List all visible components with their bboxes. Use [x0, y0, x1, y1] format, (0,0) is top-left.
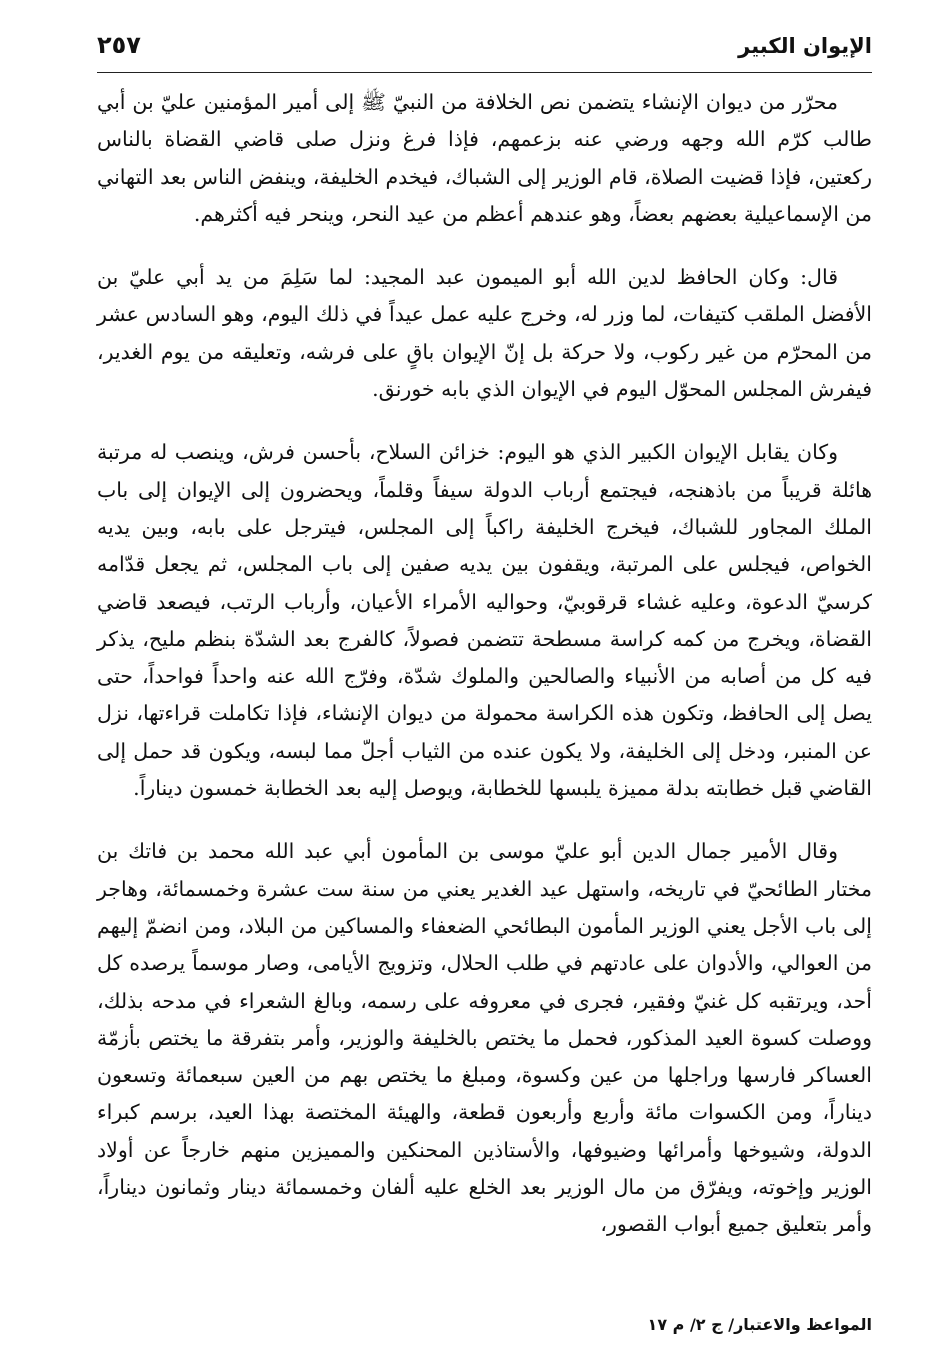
header-rule	[97, 72, 872, 73]
signature-footer: المواعظ والاعتبار/ ج ٢/ م ١٧	[647, 1315, 872, 1334]
paragraph: محرّر من ديوان الإنشاء يتضمن نص الخلافة من النبيّ ﷺ إلى أمير المؤمنين عليّ بن أبي طالب كرّم الله وجهه ورضي عنه بزعمهم، فإذا فرغ ونزل صلى قاضي القضاة بالناس ركعتين، فإذا قضيت الصلاة، قام الوزير إلى الشباك، فيخدم الخليفة، وينفض الناس بعد التهاني من الإسماعيلية بعضهم بعضاً، وهو عندهم أعظم من عيد النحر، وينحر فيه أكثرهم.	[97, 90, 872, 226]
paragraph: قال: وكان الحافظ لدين الله أبو الميمون عبد المجيد: لما سَلِمَ من يد أبي عليّ بن الأفضل الملقب كتيفات، لما وزر له، وخرج عليه عمل عيداً في ذلك اليوم، وهو السادس عشر من المحرّم من غير ركوب، ولا حركة بل إنّ الإيوان باقٍ على فرشه، وتعليقه من يوم الغدير، فيفرش المجلس المحوّل اليوم في الإيوان الذي بابه خورنق.	[97, 265, 872, 402]
paragraph: وكان يقابل الإيوان الكبير الذي هو اليوم: خزائن السلاح، بأحسن فرش، وينصب له مرتبة هائلة قريباً من باذهنجه، فيجتمع أرباب الدولة سيفاً وقلماً، ويحضرون إلى الإيوان إلى باب الملك المجاور للشباك، فيخرج الخليفة راكباً إلى المجلس، فيترجل على بابه، وبين يديه الخواص، فيجلس على المرتبة، ويقفون بين يديه صفين إلى باب المجلس، ثم يجعل قدّامه كرسيّ الدعوة، وعليه غشاء قرقوبيّ، وحواليه الأمراء الأعيان، وأرباب الرتب، فيصعد قاضي القضاة، ويخرج من كمه كراسة مسطحة تتضمن فصولاً، كالفرج بعد الشدّة بنظم مليح، يذكر فيه كل من أصابه من الأنبياء والصالحين والملوك شدّة، وفرّج الله عنه واحداً فواحداً، حتى يصل إلى الحافظ، وتكون هذه الكراسة محمولة من ديوان الإنشاء، فإذا تكاملت قراءتها، نزل عن المنبر، ودخل إلى الخليفة، ولا يكون عنده من الثياب أجلّ مما لبسه، ويكون قد حمل إلى القاضي قبل خطابته بدلة مميزة يلبسها للخطابة، ويوصل إليه بعد الخطابة خمسون ديناراً.	[97, 440, 872, 801]
page-number: ٢٥٧	[97, 31, 141, 59]
running-title: الإيوان الكبير	[738, 34, 872, 58]
page-header	[97, 20, 872, 70]
paragraph: وقال الأمير جمال الدين أبو عليّ موسى بن المأمون أبي عبد الله محمد بن فاتك بن مختار الطائحيّ في تاريخه، واستهل عيد الغدير يعني من سنة ست عشرة وخمسمائة، وهاجر إلى باب الأجل يعني الوزير المأمون البطائحي الضعفاء والمساكين من البلاد، ومن انضمّ إليهم من العوالي، والأدوان على عادتهم في طلب الحلال، وتزويج الأيامى، وصار موسماً يرصده كل أحد، ويرتقبه كل غنيّ وفقير، فجرى في معروفه على رسمه، وبالغ الشعراء في مدحه بذلك، ووصلت كسوة العيد المذكور، فحمل ما يختص بالخليفة والوزير، وأمر بتفرقة ما يختص بأزمّة العساكر فارسها وراجلها من عين وكسوة، ومبلغ ما يختص بهم من العين سبعمائة وتسعون ديناراً، ومن الكسوات مائة وأربع وأربعون قطعة، والهيئة المختصة بهذا العيد، برسم كبراء الدولة، وشيوخها وأمرائها وضيوفها، والأستاذين المحنكين والمميزين منهم خارجاً عن أولاد الوزير وإخوته، ويفرّق من مال الوزير بعد الخلع عليه ألفان وخمسمائة دينار وثمانون ديناراً، وأمر بتعليق جميع أبواب القصور،	[97, 839, 872, 1237]
body-text	[97, 84, 872, 1244]
